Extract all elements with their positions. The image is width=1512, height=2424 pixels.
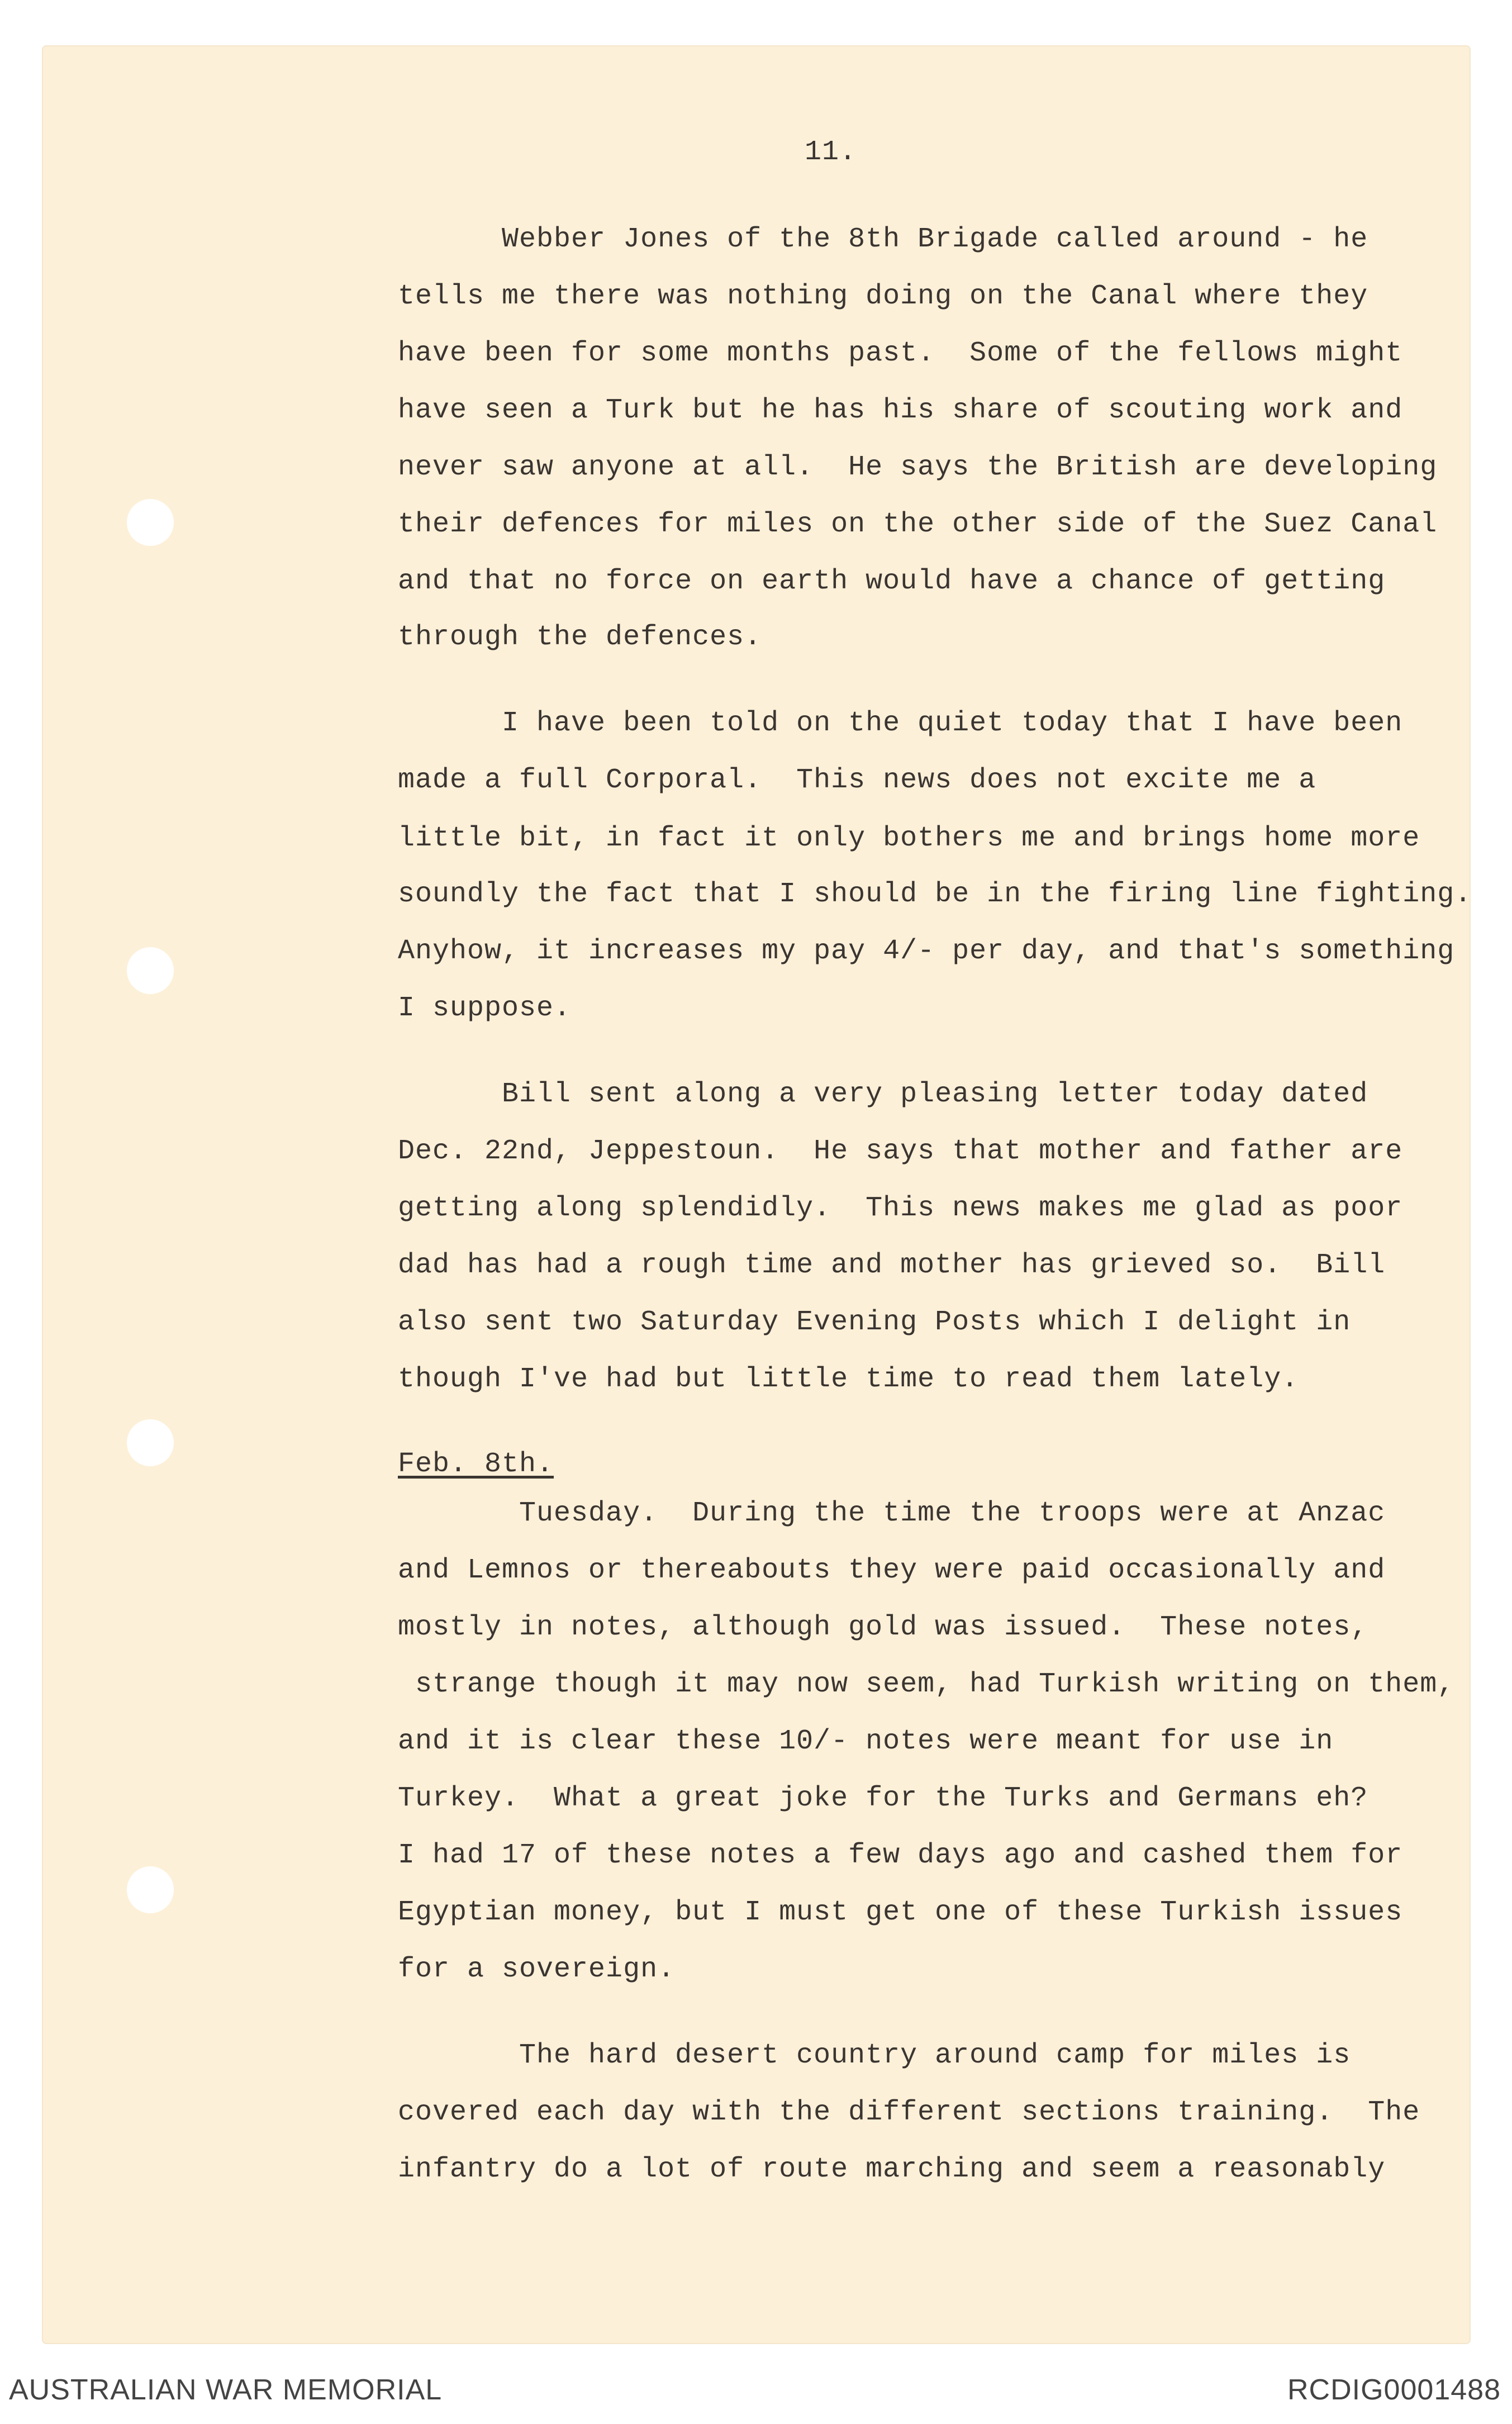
punch-hole <box>127 1419 174 1466</box>
text-line: Tuesday. During the time the troops were at Anzac <box>398 1498 1386 1529</box>
text-line: I have been told on the quiet today that I have been <box>398 707 1403 739</box>
text-line: Dec. 22nd, Jeppestoun. He says that mother and father are <box>398 1135 1403 1167</box>
text-line: for a sovereign. <box>398 1954 676 1985</box>
punch-hole <box>127 499 174 546</box>
text-line: strange though it may now seem, had Turkish writing on them, <box>398 1669 1455 1700</box>
text-line: never saw anyone at all. He says the British are developing <box>398 451 1438 483</box>
footer-institution: AUSTRALIAN WAR MEMORIAL <box>9 2374 443 2406</box>
text-line: soundly the fact that I should be in the firing line fighting. <box>398 878 1472 910</box>
date-heading: Feb. 8th. <box>398 1448 554 1480</box>
text-line: made a full Corporal. This news does not excite me a <box>398 764 1316 796</box>
text-line: have seen a Turk but he has his share of scouting work and <box>398 395 1403 426</box>
text-line: their defences for miles on the other side of the Suez Canal <box>398 508 1438 540</box>
text-line: through the defences. <box>398 621 762 653</box>
text-line: though I've had but little time to read them lately. <box>398 1363 1299 1395</box>
footer-record-id: RCDIG0001488 <box>1287 2374 1501 2406</box>
text-line: Anyhow, it increases my pay 4/- per day, and that's something <box>398 935 1455 967</box>
text-line: Bill sent along a very pleasing letter today dated <box>398 1078 1368 1110</box>
punch-hole <box>127 1866 174 1913</box>
text-line: dad has had a rough time and mother has grieved so. Bill <box>398 1249 1386 1281</box>
text-line: and that no force on earth would have a chance of getting <box>398 565 1386 597</box>
text-line: I had 17 of these notes a few days ago and cashed them for <box>398 1840 1403 1871</box>
text-line: I suppose. <box>398 992 572 1024</box>
text-line: Webber Jones of the 8th Brigade called around - he <box>398 224 1368 255</box>
punch-hole <box>127 947 174 994</box>
text-line: have been for some months past. Some of the fellows might <box>398 338 1403 369</box>
text-line: mostly in notes, although gold was issued. These notes, <box>398 1612 1368 1643</box>
text-line: getting along splendidly. This news makes me glad as poor <box>398 1192 1403 1224</box>
text-line: Egyptian money, but I must get one of these Turkish issues <box>398 1897 1403 1928</box>
text-line: and Lemnos or thereabouts they were paid occasionally and <box>398 1555 1386 1586</box>
text-line: infantry do a lot of route marching and seem a reasonably <box>398 2154 1386 2185</box>
text-line: Turkey. What a great joke for the Turks and Germans eh? <box>398 1783 1368 1814</box>
text-line: also sent two Saturday Evening Posts which I delight in <box>398 1306 1351 1338</box>
text-line: little bit, in fact it only bothers me and brings home more <box>398 823 1420 854</box>
text-line: covered each day with the different sections training. The <box>398 2097 1420 2128</box>
text-line: and it is clear these 10/- notes were meant for use in <box>398 1726 1334 1757</box>
page-number: 11. <box>805 136 857 168</box>
text-line: The hard desert country around camp for miles is <box>398 2040 1351 2071</box>
text-line: tells me there was nothing doing on the Canal where they <box>398 281 1368 312</box>
